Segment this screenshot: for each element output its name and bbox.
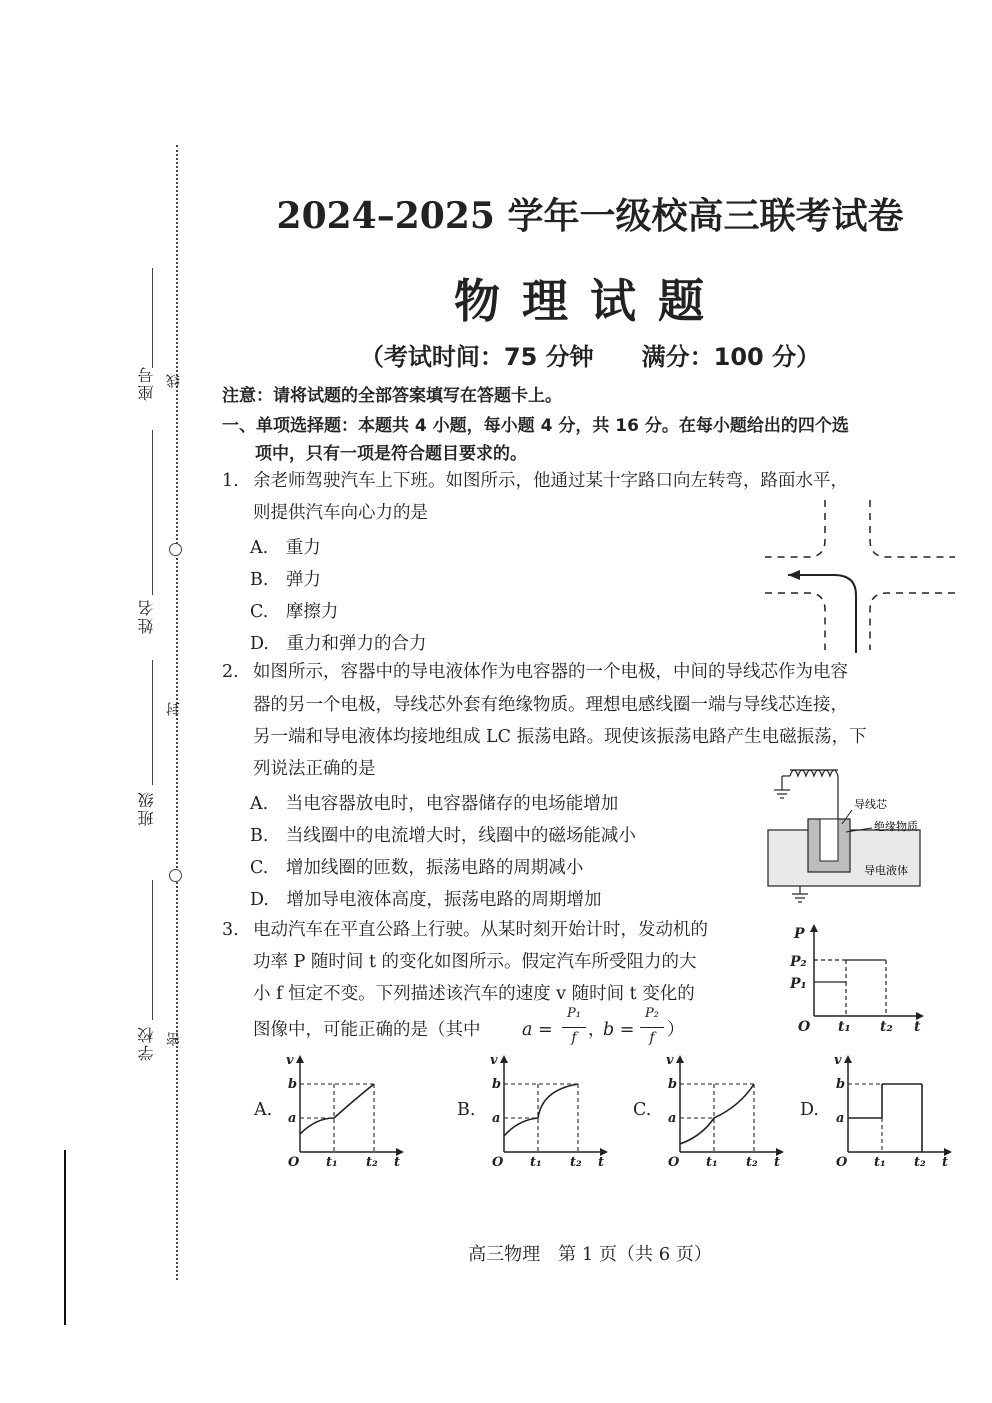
q2-number: 2. [222,662,239,682]
q3-line4: 图像中，可能正确的是（其中 [253,1020,481,1040]
graph-a-origin-label: O [288,1155,300,1170]
secret-mark: 密 [166,1030,182,1046]
seal-mark: 封 [166,700,182,716]
binding-circle-upper [169,543,182,556]
q1-option-d: D. 重力和弹力的合力 [250,634,427,654]
q3-close-paren: ） [667,1020,685,1040]
graph-b-origin-label: O [492,1155,504,1170]
q2-option-d: D. 增加导电液体高度，振荡电路的周期增加 [250,890,602,910]
graph-c-v-label: v [666,1053,674,1068]
q1-option-c: C. 摩擦力 [250,602,339,622]
p-graph-p2-label: P₂ [790,954,807,970]
graph-a-v-label: v [286,1053,294,1068]
q3-b-equals: b = [603,1020,635,1040]
q1-line1: 余老师驾驶汽车上下班。如图所示，他通过某十字路口向左转弯，路面水平， [253,471,848,491]
graph-c-a-label: a [668,1111,677,1126]
q3-graph-c [660,1050,788,1170]
exam-time-info: （考试时间：75 分钟 满分：100 分） [359,343,821,371]
q3-option-d-label: D. [800,1100,819,1120]
q3-frac-b-denominator: f [649,1030,655,1046]
graph-a-t1-label: t₁ [326,1155,338,1170]
p-graph-p1-label: P₁ [790,976,807,992]
q3-option-b-label: B. [457,1100,476,1120]
graph-b-b-label: b [492,1077,502,1092]
graph-b-v-label: v [490,1053,498,1068]
q2-option-b: B. 当线圈中的电流增大时，线圈中的磁场能减小 [250,826,636,846]
q2-label-core: 导线芯 [854,798,887,811]
graph-b-t2-label: t₂ [570,1155,582,1170]
section-heading-line2: 项中，只有一项是符合题目要求的。 [255,444,527,464]
class-label: 班级 [137,790,156,826]
graph-d-t-label: t [942,1155,949,1170]
class-underline [152,660,153,785]
seat-label: 座号 [137,365,156,401]
graph-a-t-label: t [394,1155,401,1170]
graph-d-v-label: v [834,1053,842,1068]
school-underline [152,880,153,1020]
q3-graph-b [484,1050,612,1170]
q3-a-equals: a = [522,1020,553,1040]
left-border-bar [64,1150,66,1325]
q2-option-a: A. 当电容器放电时，电容器储存的电场能增加 [250,794,619,814]
notice: 注意：请将试题的全部答案填写在答题卡上。 [222,386,562,406]
graph-d-b-label: b [836,1077,846,1092]
q3-frac-b-numerator: P₂ [645,1006,659,1021]
graph-b-a-label: a [492,1111,501,1126]
q2-capacitor-figure [760,752,960,912]
graph-a-a-label: a [288,1111,297,1126]
q3-comma: ， [588,1020,606,1040]
q2-line4: 列说法正确的是 [253,759,376,779]
q3-line2: 功率 P 随时间 t 的变化如图所示。假定汽车所受阻力的大 [253,952,697,972]
graph-d-a-label: a [836,1111,845,1126]
exam-title: 2024–2025 学年一级校高三联考试卷 [276,195,904,237]
q3-line3: 小 f 恒定不变。下列描述该汽车的速度 v 随时间 t 变化的 [253,984,695,1004]
q2-option-c: C. 增加线圈的匝数，振荡电路的周期减小 [250,858,584,878]
q2-label-liquid: 导电液体 [864,864,908,877]
q2-line3: 另一端和导电液体均接地组成 LC 振荡电路。现使该振荡电路产生电磁振荡，下 [253,727,867,747]
graph-b-t-label: t [598,1155,605,1170]
section-heading-line1: 一、单项选择题：本题共 4 小题，每小题 4 分，共 16 分。在每小题给出的四个选 [222,416,849,436]
graph-d-t1-label: t₁ [874,1155,886,1170]
q3-option-a-label: A. [254,1100,273,1120]
graph-a-b-label: b [288,1077,298,1092]
graph-c-origin-label: O [668,1155,680,1170]
q3-frac-a-denominator: f [571,1030,577,1046]
q3-line1: 电动汽车在平直公路上行驶。从某时刻开始计时，发动机的 [253,920,708,940]
q1-option-a: A. 重力 [250,538,321,558]
q3-graph-d [828,1050,956,1170]
q1-line2: 则提供汽车向心力的是 [253,503,428,523]
page-footer: 高三物理 第 1 页（共 6 页） [468,1244,712,1265]
q3-option-c-label: C. [633,1100,652,1120]
p-graph-t2-label: t₂ [880,1019,893,1035]
graph-c-t-label: t [774,1155,781,1170]
graph-c-b-label: b [668,1077,678,1092]
graph-c-t1-label: t₁ [706,1155,718,1170]
graph-d-origin-label: O [836,1155,848,1170]
q3-frac-a-numerator: P₁ [567,1006,581,1021]
p-graph-origin-label: O [798,1019,811,1035]
name-label: 姓名 [137,598,156,634]
graph-c-t2-label: t₂ [746,1155,758,1170]
q1-intersection-figure [760,495,960,655]
p-graph-t-label: t [914,1019,921,1035]
school-label: 学校 [137,1025,156,1061]
q1-number: 1. [222,471,239,491]
graph-d-t2-label: t₂ [914,1155,926,1170]
q3-number: 3. [222,920,239,940]
q2-line1: 如图所示，容器中的导电液体作为电容器的一个电极，中间的导线芯作为电容 [253,662,848,682]
q3-frac-b-bar [640,1027,664,1028]
line-mark: 线 [166,372,182,388]
q3-frac-a-bar [562,1027,586,1028]
q2-line2: 器的另一个电极，导线芯外套有绝缘物质。理想电感线圈一端与导线芯连接， [253,695,848,715]
graph-a-t2-label: t₂ [366,1155,378,1170]
name-underline [152,430,153,595]
p-graph-t1-label: t₁ [838,1019,851,1035]
q3-graph-a [280,1050,408,1170]
q1-option-b: B. 弹力 [250,570,321,590]
exam-subtitle: 物理试题 [454,274,726,328]
p-graph-p-label: P [794,926,805,942]
q2-label-insulator: 绝缘物质 [874,820,918,833]
q3-power-time-graph [790,918,930,1036]
binding-circle-lower [169,869,182,882]
graph-b-t1-label: t₁ [530,1155,542,1170]
